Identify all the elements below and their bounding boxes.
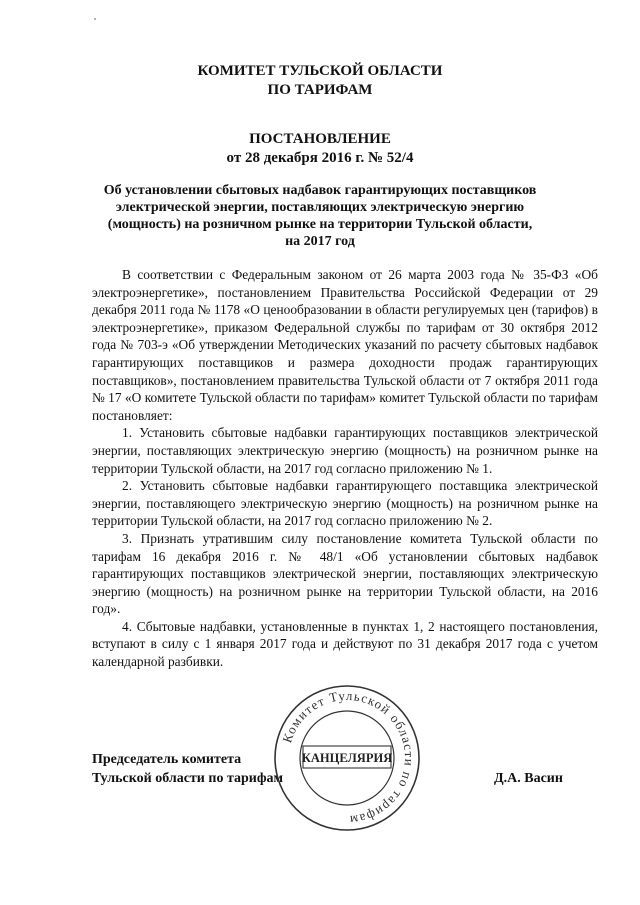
resolution-heading (0, 130, 640, 168)
subject-line-4: на 2017 год (285, 234, 355, 249)
resolution-subject (80, 182, 560, 250)
item-paragraph-1: 1. Установить сбытовые надбавки гарантирующих поставщиков электрической энергии, поставляющих электрическую энергию (мощность) на розничном рынке на территории Тульской области, на 2017 год согласно приложению № 1. (92, 425, 598, 476)
position-line-2: Тульской области по тарифам (92, 771, 284, 786)
signatory-position (92, 750, 283, 788)
doc-type: ПОСТАНОВЛЕНИЕ (249, 131, 391, 147)
committee-line-1: КОМИТЕТ ТУЛЬСКОЙ ОБЛАСТИ (197, 63, 443, 79)
subject-line-3: (мощность) на розничном рынке на территории Тульской области, (107, 217, 533, 232)
stamp-ring-text: Комитет Тульской области по тарифам (279, 687, 418, 829)
item-paragraph-3: 3. Признать утратившим силу постановление комитета Тульской области по тарифам 16 декабря 2016 г. № 48/1 «Об установлении сбытовых надбавок гарантирующих поставщиков электрической энергии, поставляющих электрическую энергию (мощность) на розничном рынке на территории Тульской области, на 2016 год». (92, 530, 598, 617)
committee-header (0, 62, 640, 100)
scan-speck (94, 18, 96, 20)
resolution-body (92, 266, 598, 671)
signatory-name: Д.А. Васин (494, 771, 563, 786)
chancellery-stamp (272, 683, 422, 833)
item-paragraph-4: 4. Сбытовые надбавки, установленные в пунктах 1, 2 настоящего постановления, вступают в силу с 1 января 2017 года и действуют по 31 декабря 2017 года с учетом календарной разбивки. (92, 618, 598, 670)
subject-line-1: Об установлении сбытовых надбавок гарантирующих поставщиков (103, 183, 537, 198)
item-paragraph-2: 2. Установить сбытовые надбавки гарантирующего поставщика электрической энергии, поставляющего электрическую энергию (мощность) на розничном рынке на территории Тульской области, на 2017 год согласно приложению № 2. (92, 478, 598, 529)
subject-line-2: электрической энергии, поставляющих электрическую энергию (115, 200, 525, 215)
doc-date: от 28 декабря 2016 г. № 52/4 (226, 150, 414, 166)
stamp-center-text: КАНЦЕЛЯРИЯ (301, 751, 393, 765)
committee-line-2: ПО ТАРИФАМ (267, 82, 373, 98)
position-line-1: Председатель комитета (92, 752, 242, 767)
preamble-paragraph: В соответствии с Федеральным законом от 26 марта 2003 года № 35-ФЗ «Об электроэнергетике», постановлением Правительства Российской Федерации от 29 декабря 2011 года № 1178 «О ценообразовании в области регулируемых цен (тарифов) в электроэнергетике», приказом Федеральной службы по тарифам от 30 октября 2012 года № 703-э «Об утверждении Методических указаний по расчету сбытовых надбавок гарантирующих поставщиков и размера доходности продаж гарантирующих поставщиков», постановлением правительства Тульской области от 7 октября 2011 года № 17 «О комитете Тульской области по тарифам» комитет Тульской области по тарифам постановляет: (92, 267, 598, 423)
